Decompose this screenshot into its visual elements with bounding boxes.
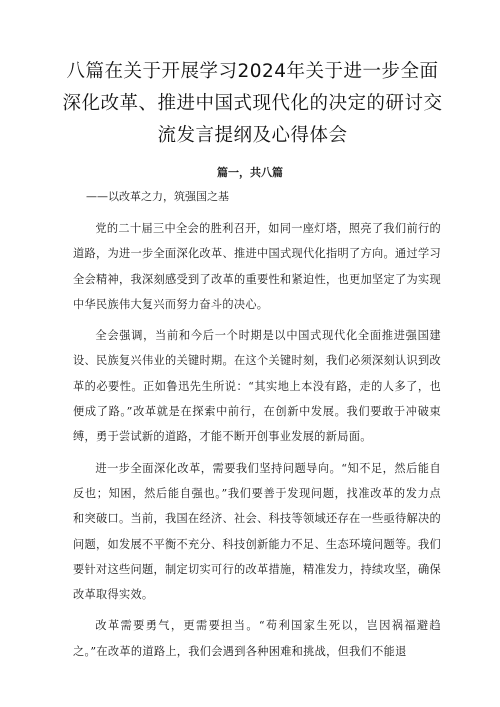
paragraph: 全会强调，当前和今后一个时期是以中国式现代化全面推进强国建设、民族复兴伟业的关键时期。在这个关键时刻，我们必须深刻认识到改革的必要性。正如鲁迅先生所说：“其实地上本没有路，走的人多了，也便成了路。”改革就是在探索中前行，在创新中发展。我们要敢于冲破束缚，勇于尝试新的道路，才能不断开创事业发展的新局面。 bbox=[73, 329, 441, 444]
document-title: 八篇在关于开展学习2024年关于进一步全面深化改革、推进中国式现代化的决定的研讨交流发言提纲及心得体会 bbox=[62, 61, 443, 146]
paragraph: 进一步全面深化改革，需要我们坚持问题导向。“知不足，然后能自反也；知困，然后能自强也。”我们要善于发现问题，找准改革的发力点和突破口。当前，我国在经济、社会、科技等领域还存在一些亟待解决的问题，如发展不平衡不充分、科技创新能力不足、生态环境问题等。我们要针对这些问题，制定切实可行的改革措施，精准发力，持续攻坚，确保改革取得实效。 bbox=[73, 461, 441, 602]
section-heading: 篇一，共八篇 bbox=[217, 166, 283, 179]
paragraph: 改革需要勇气，更需要担当。“苟利国家生死以，岂因祸福避趋之。”在改革的道路上，我们会遇到各种困难和挑战，但我们不能退 bbox=[73, 619, 441, 658]
section-subtitle: ——以改革之力，筑强国之基 bbox=[86, 190, 229, 203]
paragraph: 党的二十届三中全会的胜利召开，如同一座灯塔，照亮了我们前行的道路，为进一步全面深化改革、推进中国式现代化指明了方向。通过学习全会精神，我深刻感受到了改革的重要性和紧迫性，也更加坚定了为实现中华民族伟大复兴而努力奋斗的决心。 bbox=[73, 222, 441, 311]
document-body bbox=[73, 216, 441, 670]
